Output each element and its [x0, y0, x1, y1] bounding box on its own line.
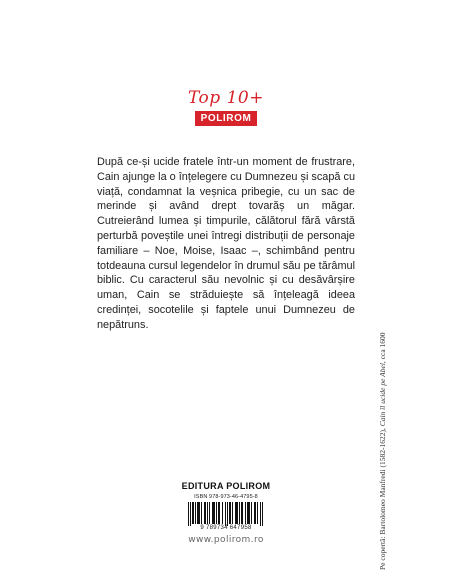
series-title: Top 10+: [188, 88, 264, 108]
barcode-digits: 9 789734 647958: [200, 525, 252, 531]
publisher-website: www.polirom.ro: [188, 535, 264, 545]
cover-credit-suffix: , cca 1600: [378, 332, 387, 364]
cover-art-credit: [378, 332, 387, 570]
barcode-icon: [184, 502, 268, 526]
book-blurb: După ce-și ucide fratele într-un moment de frustrare, Cain ajunge la o înțelegere cu Dumnezeu și scapă cu viață, condamnat la veșnica pribegie, cu un sac de merinde și având drept tovarăș un măgar. Cutreierând lumea și timpurile, călătorul fără vârstă perturbă poveștile unei întregi distribuții de personaje familiare – Noe, Moise, Isaac –, schimbând pentru totdeauna cursul legendelor în drumul său pe tărâmul biblic. Cu caracterul său nevolnic și cu desăvârșire uman, Cain se străduiește să înțeleagă ideea credinței, socotelile și faptele unui Dumnezeu de nepătruns.: [97, 156, 355, 331]
publisher-name: EDITURA POLIROM: [181, 481, 271, 491]
series-logo: [176, 88, 276, 126]
isbn-text: ISBN 978-973-46-4795-8: [194, 494, 258, 500]
cover-credit-work: Cain îl ucide pe Abel: [378, 363, 387, 427]
cover-credit-prefix: Pe copertă: Bartolomeo Manfredi (1582-1622),: [378, 428, 387, 570]
publisher-badge: POLIROM: [195, 111, 258, 126]
